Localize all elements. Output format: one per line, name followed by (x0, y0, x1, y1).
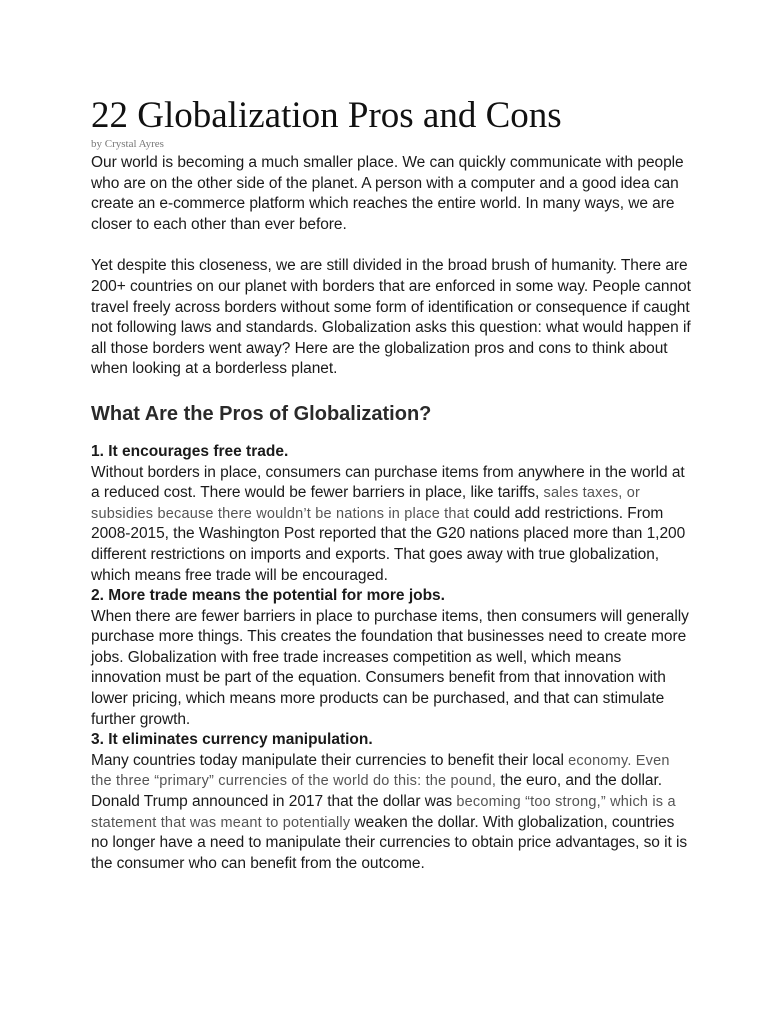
item-2-text-a: When there are fewer barriers in place to purchase items, then consumers will generally purchase more things. This creates the foundation that businesses need to create more jobs. Globalization with free trade increases competition as well, which means innovation must be part of the equation. Consumers benefit from that innovation with lower pricing, which means more products can be purchased, and that can stimulate further growth. (91, 607, 689, 728)
article-title: 22 Globalization Pros and Cons (91, 95, 562, 136)
item-1-text-c: could add restrictions. From 2008-2015, the Washington Post reported that the G20 nations placed more than 1,200 different restrictions on imports and exports. That goes away with true globalization, which means free trade will be encouraged. (91, 504, 686, 584)
item-body-3 (91, 751, 691, 875)
item-3-text-a: Many countries today manipulate their currencies to benefit their local (91, 751, 569, 769)
item-3-text-e: weaken the dollar. With globalization, countries no longer have a need to manipulate their currencies to obtain price advantages, so it is the consumer who can benefit from the outcome. (91, 813, 688, 872)
item-body-2 (91, 607, 691, 731)
paragraph-spacer (91, 380, 691, 401)
byline-prefix: by (91, 138, 102, 150)
section-heading: What Are the Pros of Globalization? (91, 402, 432, 425)
item-3-text-d: becoming “too strong,” which is a statement that was meant to potentially (91, 794, 676, 831)
intro-paragraph-1: Our world is becoming a much smaller place. We can quickly communicate with people who are on the other side of the planet. A person with a computer and a good idea can create an e-commerce platform which reaches the entire world. In many ways, we are closer to each other than ever before. (91, 154, 684, 233)
article (91, 95, 691, 874)
paragraph-spacer (91, 235, 691, 256)
item-heading-1: 1. It encourages free trade. (91, 442, 289, 460)
author-name: Crystal Ayres (104, 138, 164, 150)
section-spacer (91, 427, 691, 442)
item-heading-3: 3. It eliminates currency manipulation. (91, 731, 373, 749)
item-3-text-c: the euro, and the dollar. Donald Trump announced in 2017 that the dollar was (91, 772, 662, 811)
item-1-text-a: Without borders in place, consumers can purchase items from anywhere in the world at a reduced cost. There would be fewer barriers in place, like tariffs, (91, 463, 685, 502)
item-body-1 (91, 463, 691, 587)
byline (91, 137, 691, 151)
item-heading-2: 2. More trade means the potential for more jobs. (91, 587, 445, 605)
item-3-text-b: economy. Even the three “primary” currencies of the world do this: the pound, (91, 752, 670, 790)
item-1-text-b: sales taxes, or subsidies because there wouldn’t be nations in place that (91, 485, 641, 522)
intro-paragraph-2: Yet despite this closeness, we are still divided in the broad brush of humanity. There are 200+ countries on our planet with borders that are enforced in some way. People cannot travel freely across borders without some form of identification or consequence if caught not following laws and standards. Globalization asks this question: what would happen if all those borders went away? Here are the globalization pros and cons to think about when looking at a borderless planet. (91, 257, 691, 378)
